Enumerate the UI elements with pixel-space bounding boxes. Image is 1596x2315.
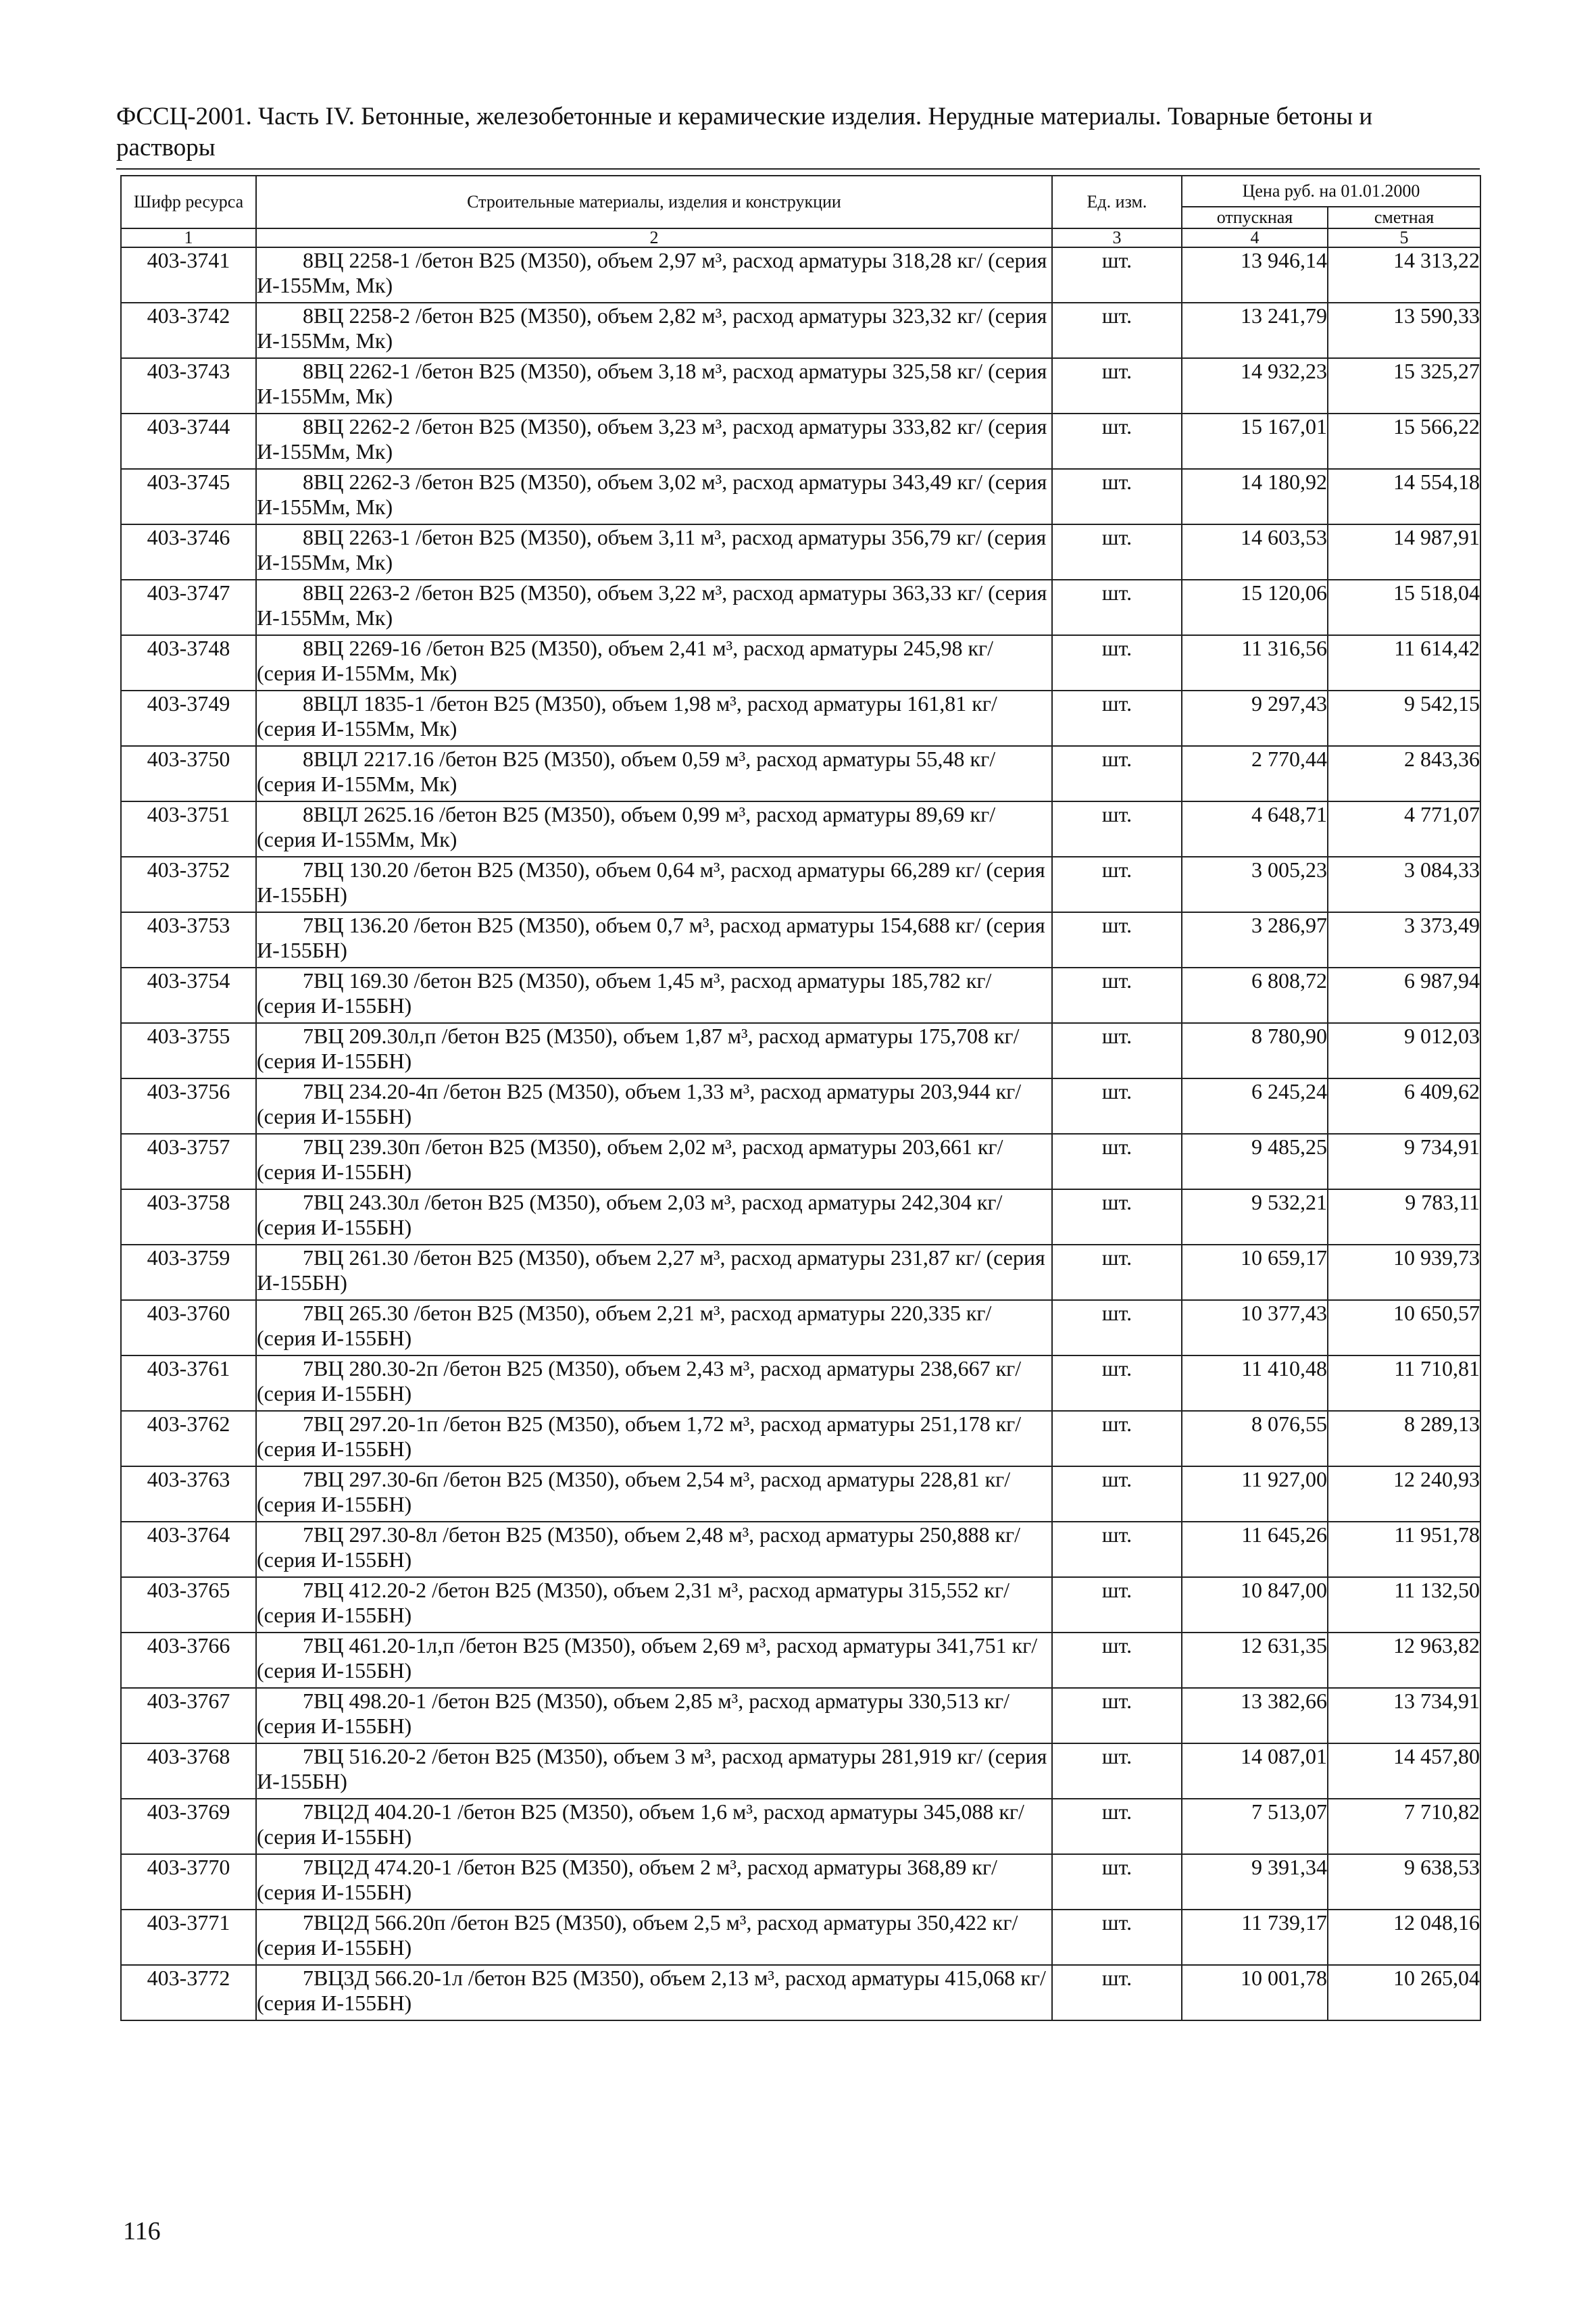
material-description [256, 1633, 1052, 1688]
table-row [121, 1799, 1480, 1854]
release-price: 3 286,97 [1182, 912, 1328, 968]
material-description-text: 7ВЦ 234.20-4п /бетон В25 (М350), объем 1,33 м³, расход арматуры 203,944 кг/ (серия И-155БН) [257, 1079, 1022, 1128]
header-estimate-price: сметная [1328, 207, 1480, 228]
table-row [121, 1854, 1480, 1910]
resource-code: 403-3767 [121, 1688, 256, 1743]
material-description-text: 8ВЦЛ 2217.16 /бетон В25 (М350), объем 0,59 м³, расход арматуры 55,48 кг/ (серия И-155Мм, Мк) [257, 747, 996, 796]
table-row [121, 1965, 1480, 2020]
material-description-text: 7ВЦ 136.20 /бетон В25 (М350), объем 0,7 м³, расход арматуры 154,688 кг/ (серия И-155БН) [257, 913, 1045, 962]
table-row [121, 469, 1480, 524]
unit: шт. [1052, 469, 1182, 524]
unit: шт. [1052, 1688, 1182, 1743]
resource-code: 403-3762 [121, 1411, 256, 1466]
material-description [256, 1910, 1052, 1965]
unit: шт. [1052, 1522, 1182, 1577]
table-row [121, 1411, 1480, 1466]
material-description [256, 1245, 1052, 1300]
material-description-text: 7ВЦ 261.30 /бетон В25 (М350), объем 2,27 м³, расход арматуры 231,87 кг/ (серия И-155БН) [257, 1245, 1045, 1295]
release-price: 9 532,21 [1182, 1189, 1328, 1245]
resource-code: 403-3771 [121, 1910, 256, 1965]
table-row [121, 1743, 1480, 1799]
table-row [121, 691, 1480, 746]
release-price: 9 297,43 [1182, 691, 1328, 746]
unit: шт. [1052, 691, 1182, 746]
unit: шт. [1052, 1743, 1182, 1799]
estimate-price: 10 650,57 [1328, 1300, 1480, 1355]
resource-code: 403-3772 [121, 1965, 256, 2020]
table-row [121, 1355, 1480, 1411]
release-price: 10 001,78 [1182, 1965, 1328, 2020]
material-description-text: 7ВЦ 280.30-2п /бетон В25 (М350), объем 2,43 м³, расход арматуры 238,667 кг/ (серия И-155БН) [257, 1356, 1022, 1405]
table-row [121, 1910, 1480, 1965]
table-row [121, 635, 1480, 691]
unit: шт. [1052, 1854, 1182, 1910]
unit: шт. [1052, 968, 1182, 1023]
estimate-price: 13 734,91 [1328, 1688, 1480, 1743]
resource-code: 403-3750 [121, 746, 256, 801]
material-description [256, 303, 1052, 358]
unit: шт. [1052, 1799, 1182, 1854]
table-row [121, 303, 1480, 358]
material-description-text: 8ВЦ 2263-1 /бетон В25 (М350), объем 3,11 м³, расход арматуры 356,79 кг/ (серия И-155Мм, Мк) [257, 525, 1047, 574]
resource-code: 403-3758 [121, 1189, 256, 1245]
estimate-price: 9 012,03 [1328, 1023, 1480, 1078]
material-description-text: 7ВЦ 239.30п /бетон В25 (М350), объем 2,02 м³, расход арматуры 203,661 кг/ (серия И-155БН) [257, 1135, 1003, 1184]
resource-code: 403-3759 [121, 1245, 256, 1300]
material-description [256, 580, 1052, 635]
table-row [121, 1633, 1480, 1688]
material-description [256, 1189, 1052, 1245]
unit: шт. [1052, 1078, 1182, 1134]
material-description [256, 358, 1052, 414]
unit: шт. [1052, 1577, 1182, 1633]
table-row [121, 912, 1480, 968]
unit: шт. [1052, 1633, 1182, 1688]
estimate-price: 9 638,53 [1328, 1854, 1480, 1910]
release-price: 13 946,14 [1182, 247, 1328, 303]
header-unit: Ед. изм. [1052, 176, 1182, 228]
resource-code: 403-3755 [121, 1023, 256, 1078]
release-price: 15 120,06 [1182, 580, 1328, 635]
release-price: 2 770,44 [1182, 746, 1328, 801]
material-description [256, 1799, 1052, 1854]
resource-code: 403-3749 [121, 691, 256, 746]
release-price: 11 927,00 [1182, 1466, 1328, 1522]
release-price: 13 241,79 [1182, 303, 1328, 358]
table-row [121, 801, 1480, 857]
material-description [256, 912, 1052, 968]
estimate-price: 12 963,82 [1328, 1633, 1480, 1688]
table-row [121, 746, 1480, 801]
material-description-text: 7ВЦ 461.20-1л,п /бетон В25 (М350), объем 2,69 м³, расход арматуры 341,751 кг/ (серия И-155БН) [257, 1633, 1038, 1683]
table-row [121, 524, 1480, 580]
material-description-text: 7ВЦ2Д 566.20п /бетон В25 (М350), объем 2,5 м³, расход арматуры 350,422 кг/ (серия И-155БН) [257, 1910, 1018, 1960]
release-price: 11 739,17 [1182, 1910, 1328, 1965]
release-price: 14 932,23 [1182, 358, 1328, 414]
estimate-price: 9 734,91 [1328, 1134, 1480, 1189]
table-row [121, 1245, 1480, 1300]
material-description [256, 524, 1052, 580]
material-description-text: 8ВЦ 2262-3 /бетон В25 (М350), объем 3,02 м³, расход арматуры 343,49 кг/ (серия И-155Мм, Мк) [257, 470, 1047, 519]
material-description-text: 8ВЦ 2262-2 /бетон В25 (М350), объем 3,23 м³, расход арматуры 333,82 кг/ (серия И-155Мм, Мк) [257, 414, 1047, 464]
unit: шт. [1052, 580, 1182, 635]
resource-code: 403-3752 [121, 857, 256, 912]
unit: шт. [1052, 1965, 1182, 2020]
material-description [256, 635, 1052, 691]
unit: шт. [1052, 857, 1182, 912]
table-row [121, 968, 1480, 1023]
resource-code: 403-3744 [121, 414, 256, 469]
estimate-price: 10 265,04 [1328, 1965, 1480, 2020]
table-row [121, 1189, 1480, 1245]
table-row [121, 1134, 1480, 1189]
release-price: 10 377,43 [1182, 1300, 1328, 1355]
material-description [256, 1522, 1052, 1577]
column-number: 5 [1328, 228, 1480, 247]
unit: шт. [1052, 912, 1182, 968]
material-description-text: 7ВЦ 412.20-2 /бетон В25 (М350), объем 2,31 м³, расход арматуры 315,552 кг/ (серия И-155БН) [257, 1578, 1010, 1627]
estimate-price: 14 457,80 [1328, 1743, 1480, 1799]
release-price: 8 780,90 [1182, 1023, 1328, 1078]
table-row [121, 1300, 1480, 1355]
table-row [121, 1078, 1480, 1134]
material-description-text: 7ВЦ 297.30-6п /бетон В25 (М350), объем 2,54 м³, расход арматуры 228,81 кг/ (серия И-155БН) [257, 1467, 1011, 1516]
estimate-price: 3 084,33 [1328, 857, 1480, 912]
unit: шт. [1052, 524, 1182, 580]
unit: шт. [1052, 303, 1182, 358]
material-description [256, 1411, 1052, 1466]
column-number: 4 [1182, 228, 1328, 247]
table-row [121, 1688, 1480, 1743]
estimate-price: 15 325,27 [1328, 358, 1480, 414]
material-description-text: 7ВЦ 169.30 /бетон В25 (М350), объем 1,45 м³, расход арматуры 185,782 кг/ (серия И-155БН) [257, 968, 992, 1018]
release-price: 14 603,53 [1182, 524, 1328, 580]
table-row [121, 414, 1480, 469]
table-row [121, 1023, 1480, 1078]
header-resource-code: Шифр ресурса [121, 176, 256, 228]
unit: шт. [1052, 247, 1182, 303]
material-description-text: 8ВЦ 2262-1 /бетон В25 (М350), объем 3,18 м³, расход арматуры 325,58 кг/ (серия И-155Мм, Мк) [257, 359, 1047, 408]
release-price: 6 245,24 [1182, 1078, 1328, 1134]
estimate-price: 11 710,81 [1328, 1355, 1480, 1411]
resource-code: 403-3756 [121, 1078, 256, 1134]
material-description-text: 7ВЦ 498.20-1 /бетон В25 (М350), объем 2,85 м³, расход арматуры 330,513 кг/ (серия И-155БН) [257, 1689, 1010, 1738]
material-description-text: 7ВЦ 130.20 /бетон В25 (М350), объем 0,64 м³, расход арматуры 66,289 кг/ (серия И-155БН) [257, 857, 1045, 907]
release-price: 14 180,92 [1182, 469, 1328, 524]
resource-code: 403-3741 [121, 247, 256, 303]
material-description-text: 8ВЦ 2258-1 /бетон В25 (М350), объем 2,97 м³, расход арматуры 318,28 кг/ (серия И-155Мм, Мк) [257, 248, 1047, 297]
resource-code: 403-3754 [121, 968, 256, 1023]
estimate-price: 2 843,36 [1328, 746, 1480, 801]
release-price: 9 391,34 [1182, 1854, 1328, 1910]
unit: шт. [1052, 1411, 1182, 1466]
estimate-price: 10 939,73 [1328, 1245, 1480, 1300]
material-description [256, 1300, 1052, 1355]
material-description-text: 7ВЦ 243.30л /бетон В25 (М350), объем 2,03 м³, расход арматуры 242,304 кг/ (серия И-155БН) [257, 1190, 1003, 1239]
material-description-text: 7ВЦ 516.20-2 /бетон В25 (М350), объем 3 м³, расход арматуры 281,919 кг/ (серия И-155БН) [257, 1744, 1047, 1793]
material-description-text: 8ВЦ 2258-2 /бетон В25 (М350), объем 2,82 м³, расход арматуры 323,32 кг/ (серия И-155Мм, Мк) [257, 303, 1047, 353]
estimate-price: 15 566,22 [1328, 414, 1480, 469]
release-price: 9 485,25 [1182, 1134, 1328, 1189]
table-row [121, 1577, 1480, 1633]
resource-code: 403-3769 [121, 1799, 256, 1854]
material-description [256, 801, 1052, 857]
release-price: 3 005,23 [1182, 857, 1328, 912]
release-price: 10 659,17 [1182, 1245, 1328, 1300]
release-price: 11 645,26 [1182, 1522, 1328, 1577]
column-number: 3 [1052, 228, 1182, 247]
material-description [256, 857, 1052, 912]
release-price: 6 808,72 [1182, 968, 1328, 1023]
estimate-price: 6 409,62 [1328, 1078, 1480, 1134]
material-description [256, 1577, 1052, 1633]
resource-code: 403-3742 [121, 303, 256, 358]
release-price: 11 410,48 [1182, 1355, 1328, 1411]
estimate-price: 12 048,16 [1328, 1910, 1480, 1965]
estimate-price: 15 518,04 [1328, 580, 1480, 635]
header-rule [116, 168, 1480, 170]
release-price: 14 087,01 [1182, 1743, 1328, 1799]
material-description [256, 247, 1052, 303]
unit: шт. [1052, 635, 1182, 691]
unit: шт. [1052, 1245, 1182, 1300]
material-description [256, 1355, 1052, 1411]
material-description-text: 8ВЦЛ 1835-1 /бетон В25 (М350), объем 1,98 м³, расход арматуры 161,81 кг/ (серия И-155Мм, Мк) [257, 691, 997, 741]
resource-code: 403-3745 [121, 469, 256, 524]
release-price: 4 648,71 [1182, 801, 1328, 857]
unit: шт. [1052, 358, 1182, 414]
resource-code: 403-3743 [121, 358, 256, 414]
release-price: 15 167,01 [1182, 414, 1328, 469]
resource-code: 403-3757 [121, 1134, 256, 1189]
unit: шт. [1052, 1134, 1182, 1189]
estimate-price: 6 987,94 [1328, 968, 1480, 1023]
material-description [256, 1743, 1052, 1799]
column-number: 1 [121, 228, 256, 247]
unit: шт. [1052, 1189, 1182, 1245]
estimate-price: 4 771,07 [1328, 801, 1480, 857]
header-release-price: отпускная [1182, 207, 1328, 228]
resource-code: 403-3760 [121, 1300, 256, 1355]
release-price: 11 316,56 [1182, 635, 1328, 691]
material-description-text: 8ВЦЛ 2625.16 /бетон В25 (М350), объем 0,99 м³, расход арматуры 89,69 кг/ (серия И-155Мм, Мк) [257, 802, 996, 851]
material-description [256, 1134, 1052, 1189]
estimate-price: 13 590,33 [1328, 303, 1480, 358]
material-description [256, 1078, 1052, 1134]
release-price: 7 513,07 [1182, 1799, 1328, 1854]
resource-code: 403-3770 [121, 1854, 256, 1910]
material-description-text: 7ВЦ 265.30 /бетон В25 (М350), объем 2,21 м³, расход арматуры 220,335 кг/ (серия И-155БН) [257, 1301, 992, 1350]
estimate-price: 3 373,49 [1328, 912, 1480, 968]
table-row [121, 358, 1480, 414]
release-price: 8 076,55 [1182, 1411, 1328, 1466]
column-number: 2 [256, 228, 1052, 247]
material-description [256, 414, 1052, 469]
resource-code: 403-3753 [121, 912, 256, 968]
resource-code: 403-3768 [121, 1743, 256, 1799]
table-row [121, 1522, 1480, 1577]
material-description [256, 1965, 1052, 2020]
resource-code: 403-3746 [121, 524, 256, 580]
material-description [256, 691, 1052, 746]
table-row [121, 857, 1480, 912]
document-header: ФССЦ-2001. Часть IV. Бетонные, железобетонные и керамические изделия. Нерудные материалы. Товарные бетоны и растворы [116, 103, 1373, 161]
resource-code: 403-3747 [121, 580, 256, 635]
estimate-price: 12 240,93 [1328, 1466, 1480, 1522]
resource-code: 403-3761 [121, 1355, 256, 1411]
estimate-price: 14 987,91 [1328, 524, 1480, 580]
table-row [121, 1466, 1480, 1522]
material-description-text: 7ВЦ 297.30-8л /бетон В25 (М350), объем 2,48 м³, расход арматуры 250,888 кг/ (серия И-155БН) [257, 1522, 1021, 1572]
release-price: 13 382,66 [1182, 1688, 1328, 1743]
material-description-text: 7ВЦ2Д 404.20-1 /бетон В25 (М350), объем 1,6 м³, расход арматуры 345,088 кг/ (серия И-155БН) [257, 1799, 1024, 1849]
header-materials: Строительные материалы, изделия и конструкции [256, 176, 1052, 228]
material-description [256, 746, 1052, 801]
material-description-text: 8ВЦ 2269-16 /бетон В25 (М350), объем 2,41 м³, расход арматуры 245,98 кг/ (серия И-155Мм, Мк) [257, 636, 994, 685]
estimate-price: 11 951,78 [1328, 1522, 1480, 1577]
material-description [256, 1854, 1052, 1910]
estimate-price: 7 710,82 [1328, 1799, 1480, 1854]
material-description-text: 8ВЦ 2263-2 /бетон В25 (М350), объем 3,22 м³, расход арматуры 363,33 кг/ (серия И-155Мм, Мк) [257, 580, 1047, 630]
material-description [256, 1466, 1052, 1522]
material-description-text: 7ВЦ 297.20-1п /бетон В25 (М350), объем 1,72 м³, расход арматуры 251,178 кг/ (серия И-155БН) [257, 1412, 1022, 1461]
estimate-price: 11 614,42 [1328, 635, 1480, 691]
estimate-price: 14 313,22 [1328, 247, 1480, 303]
unit: шт. [1052, 1466, 1182, 1522]
unit: шт. [1052, 1023, 1182, 1078]
unit: шт. [1052, 1355, 1182, 1411]
unit: шт. [1052, 801, 1182, 857]
material-description [256, 968, 1052, 1023]
release-price: 12 631,35 [1182, 1633, 1328, 1688]
material-description [256, 1688, 1052, 1743]
resource-code: 403-3766 [121, 1633, 256, 1688]
page-number: 116 [123, 2217, 161, 2245]
estimate-price: 9 542,15 [1328, 691, 1480, 746]
unit: шт. [1052, 746, 1182, 801]
estimate-price: 14 554,18 [1328, 469, 1480, 524]
resource-code: 403-3748 [121, 635, 256, 691]
estimate-price: 11 132,50 [1328, 1577, 1480, 1633]
table-row [121, 580, 1480, 635]
header-price: Цена руб. на 01.01.2000 [1182, 176, 1480, 207]
material-description-text: 7ВЦ 209.30л,п /бетон В25 (М350), объем 1,87 м³, расход арматуры 175,708 кг/ (серия И-155БН) [257, 1024, 1020, 1073]
material-description-text: 7ВЦ3Д 566.20-1л /бетон В25 (М350), объем 2,13 м³, расход арматуры 415,068 кг/ (серия И-155БН) [257, 1966, 1046, 2015]
unit: шт. [1052, 1300, 1182, 1355]
material-description-text: 7ВЦ2Д 474.20-1 /бетон В25 (М350), объем 2 м³, расход арматуры 368,89 кг/ (серия И-155БН) [257, 1855, 997, 1904]
resource-code: 403-3763 [121, 1466, 256, 1522]
unit: шт. [1052, 1910, 1182, 1965]
estimate-price: 9 783,11 [1328, 1189, 1480, 1245]
resource-code: 403-3751 [121, 801, 256, 857]
material-description [256, 469, 1052, 524]
unit: шт. [1052, 414, 1182, 469]
price-table [120, 175, 1481, 2021]
release-price: 10 847,00 [1182, 1577, 1328, 1633]
material-description [256, 1023, 1052, 1078]
estimate-price: 8 289,13 [1328, 1411, 1480, 1466]
table-row [121, 247, 1480, 303]
resource-code: 403-3764 [121, 1522, 256, 1577]
resource-code: 403-3765 [121, 1577, 256, 1633]
